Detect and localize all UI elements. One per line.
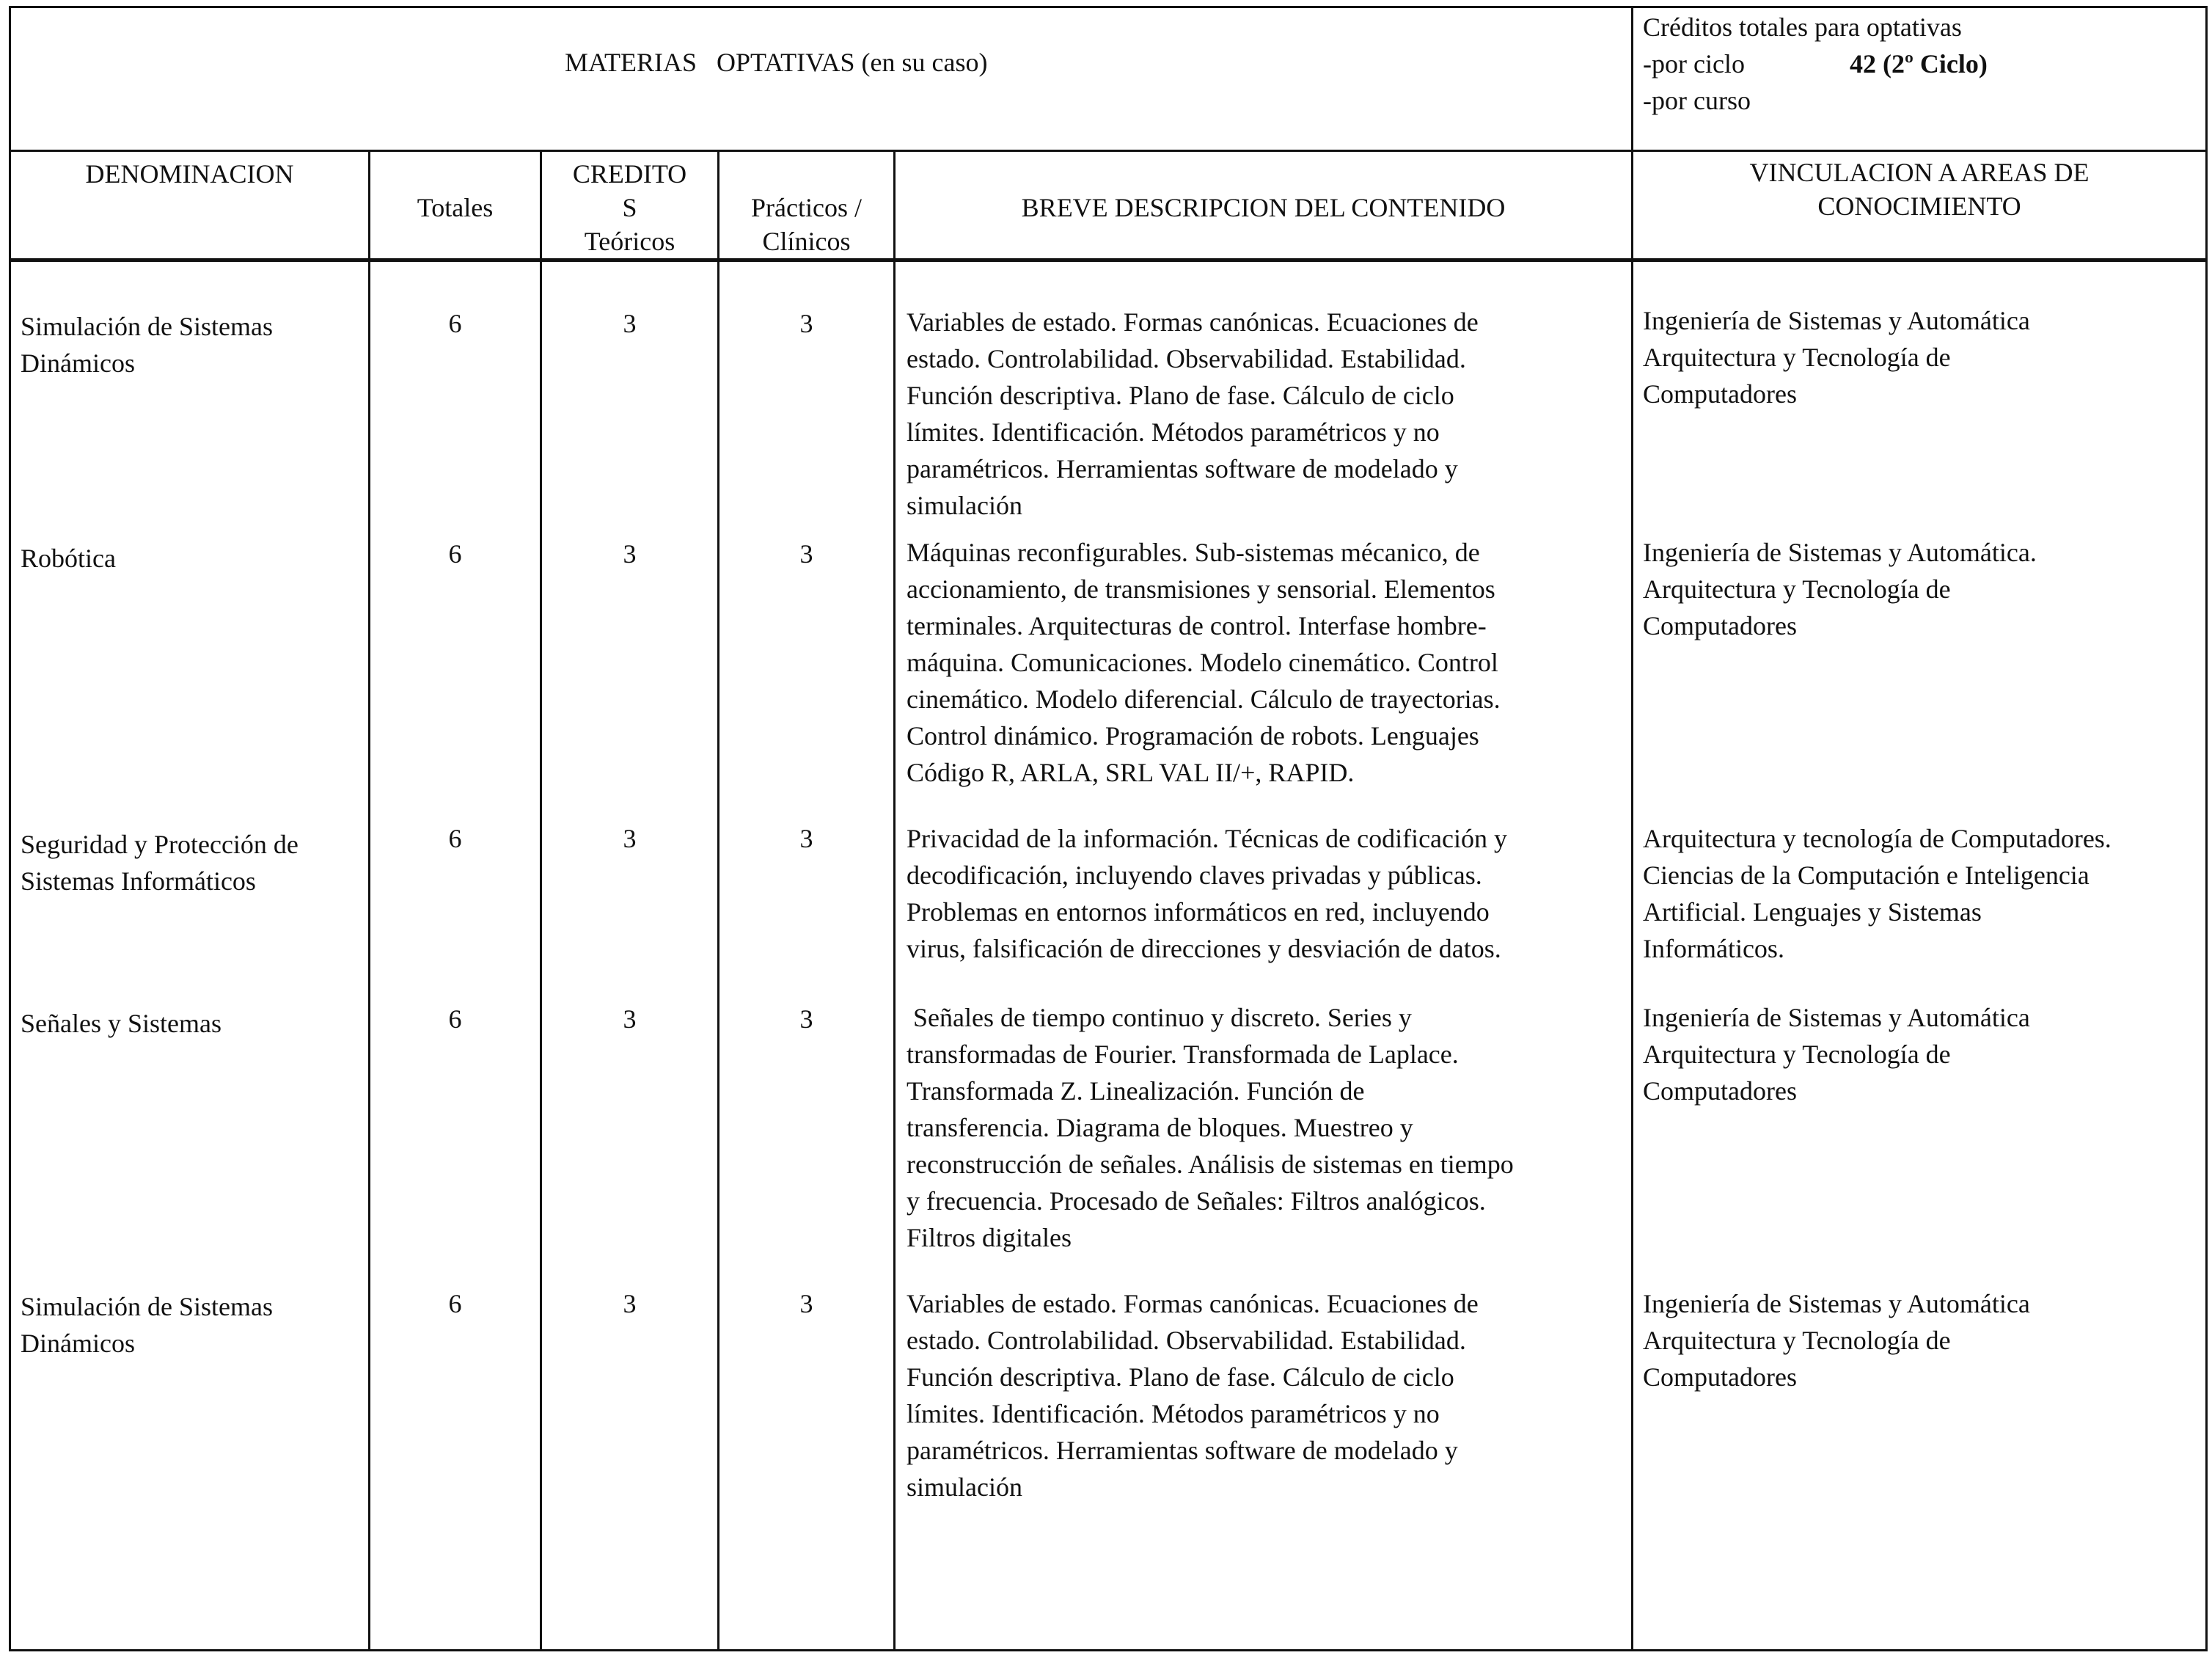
row-4-description-line-5: reconstrucción de señales. Análisis de sistemas en tiempo [907,1150,1514,1179]
row-1-name-line-1: Simulación de Sistemas [21,312,273,341]
row-2-description-line-2: accionamiento, de transmisiones y sensorial. Elementos [907,574,1495,604]
credits-ciclo-label: -por ciclo [1643,49,1745,78]
row-5-description-line-4: límites. Identificación. Métodos paramétricos y no [907,1399,1440,1428]
row-3-areas-line-3: Artificial. Lenguajes y Sistemas [1643,897,1982,927]
row-2-practicos: 3 [799,539,813,569]
row-4-areas-line-2: Arquitectura y Tecnología de [1643,1040,1951,1069]
row-5-description-line-6: simulación [907,1472,1022,1502]
row-5-description-line-5: paramétricos. Herramientas software de modelado y [907,1436,1458,1465]
credits-curso-label: -por curso [1643,86,1751,115]
row-4-teoricos: 3 [623,1004,637,1034]
col-header-creditos-1: CREDITO [572,159,687,189]
row-3-totales: 6 [448,824,462,853]
col-header-creditos-2: S [622,193,637,222]
row-3-description-line-1: Privacidad de la información. Técnicas de codificación y [907,824,1507,853]
row-2-areas-line-1: Ingeniería de Sistemas y Automática. [1643,538,2037,567]
row-5-areas-line-3: Computadores [1643,1362,1797,1392]
row-3-teoricos: 3 [623,824,637,853]
header-divider [9,150,2208,152]
row-2-description-line-4: máquina. Comunicaciones. Modelo cinemático. Control [907,648,1498,677]
row-1-areas-line-1: Ingeniería de Sistemas y Automática [1643,306,2030,335]
row-2-description-line-7: Código R, ARLA, SRL VAL II/+, RAPID. [907,758,1355,787]
col-header-vinculacion-2: CONOCIMIENTO [1817,191,2021,221]
row-1-description-line-4: límites. Identificación. Métodos paramétricos y no [907,417,1440,447]
row-5-description-line-2: estado. Controlabilidad. Observabilidad. Estabilidad. [907,1326,1466,1355]
row-3-description-line-4: virus, falsificación de direcciones y desviación de datos. [907,934,1501,963]
column-header-divider [9,258,2208,262]
row-4-areas-line-3: Computadores [1643,1076,1797,1106]
col-header-totales: Totales [417,193,494,222]
row-3-areas-line-2: Ciencias de la Computación e Inteligencia [1643,861,2090,890]
table-top-border [9,6,2208,8]
row-2-name-line-1: Robótica [21,544,116,573]
row-1-areas-line-3: Computadores [1643,379,1797,409]
col-divider-credits [1631,6,1633,1651]
row-5-name-line-1: Simulación de Sistemas [21,1292,273,1321]
row-4-practicos: 3 [799,1004,813,1034]
row-1-description-line-3: Función descriptiva. Plano de fase. Cálculo de ciclo [907,381,1454,410]
col-header-vinculacion-1: VINCULACION A AREAS DE [1749,158,2090,187]
row-5-name-line-2: Dinámicos [21,1329,135,1358]
row-4-description-line-2: transformadas de Fourier. Transformada de Laplace. [907,1040,1459,1069]
row-3-name-line-2: Sistemas Informáticos [21,866,256,896]
row-5-teoricos: 3 [623,1289,637,1318]
row-2-description-line-5: cinemático. Modelo diferencial. Cálculo de trayectorias. [907,684,1501,714]
row-1-description-line-6: simulación [907,491,1022,520]
col-header-practicos-2: Clínicos [762,227,851,256]
row-5-description-line-3: Función descriptiva. Plano de fase. Cálculo de ciclo [907,1362,1454,1392]
row-1-description-line-2: estado. Controlabilidad. Observabilidad. Estabilidad. [907,344,1466,373]
table-right-border [2205,6,2208,1651]
row-1-description-line-5: paramétricos. Herramientas software de modelado y [907,454,1458,483]
row-5-areas-line-1: Ingeniería de Sistemas y Automática [1643,1289,2030,1318]
row-3-name-line-1: Seguridad y Protección de [21,830,299,859]
row-5-totales: 6 [448,1289,462,1318]
row-1-practicos: 3 [799,309,813,338]
row-2-totales: 6 [448,539,462,569]
row-1-areas-line-2: Arquitectura y Tecnología de [1643,343,1951,372]
row-4-description-line-4: transferencia. Diagrama de bloques. Muestreo y [907,1113,1413,1142]
row-5-areas-line-2: Arquitectura y Tecnología de [1643,1326,1951,1355]
col-divider-totales [540,150,542,1651]
row-2-description-line-3: terminales. Arquitecturas de control. Interfase hombre- [907,611,1487,640]
col-header-denominacion: DENOMINACION [85,159,294,189]
row-3-practicos: 3 [799,824,813,853]
row-4-totales: 6 [448,1004,462,1034]
row-3-description-line-3: Problemas en entornos informáticos en red, incluyendo [907,897,1490,927]
row-2-description-line-1: Máquinas reconfigurables. Sub-sistemas mécanico, de [907,538,1480,567]
row-2-teoricos: 3 [623,539,637,569]
row-4-description-line-7: Filtros digitales [907,1223,1072,1252]
row-4-description-line-3: Transformada Z. Linealización. Función de [907,1076,1365,1106]
row-3-description-line-2: decodificación, incluyendo claves privadas y públicas. [907,861,1482,890]
col-divider-denominacion [368,150,370,1651]
row-1-name-line-2: Dinámicos [21,348,135,378]
row-2-areas-line-3: Computadores [1643,611,1797,640]
row-5-practicos: 3 [799,1289,813,1318]
credits-title: Créditos totales para optativas [1643,12,1962,42]
row-4-description-line-1: Señales de tiempo continuo y discreto. Series y [907,1003,1412,1032]
row-2-areas-line-2: Arquitectura y Tecnología de [1643,574,1951,604]
col-header-descripcion: BREVE DESCRIPCION DEL CONTENIDO [1021,193,1506,222]
col-divider-teoricos [717,150,719,1651]
row-1-teoricos: 3 [623,309,637,338]
row-4-description-line-6: y frecuencia. Procesado de Señales: Filtros analógicos. [907,1186,1486,1216]
col-header-practicos-1: Prácticos / [751,193,862,222]
row-3-areas-line-1: Arquitectura y tecnología de Computadores. [1643,824,2112,853]
col-header-teoricos: Teóricos [584,227,675,256]
table-bottom-border [9,1649,2208,1651]
row-3-areas-line-4: Informáticos. [1643,934,1784,963]
row-2-description-line-6: Control dinámico. Programación de robots. Lenguajes [907,721,1479,751]
section-title: MATERIAS OPTATIVAS (en su caso) [565,48,988,77]
row-1-totales: 6 [448,309,462,338]
row-4-areas-line-1: Ingeniería de Sistemas y Automática [1643,1003,2030,1032]
row-5-description-line-1: Variables de estado. Formas canónicas. Ecuaciones de [907,1289,1479,1318]
col-divider-practicos [893,150,896,1651]
row-1-description-line-1: Variables de estado. Formas canónicas. Ecuaciones de [907,307,1479,337]
row-4-name-line-1: Señales y Sistemas [21,1009,221,1038]
credits-ciclo-value: 42 (2º Ciclo) [1850,49,1988,78]
table-left-border [9,6,11,1651]
